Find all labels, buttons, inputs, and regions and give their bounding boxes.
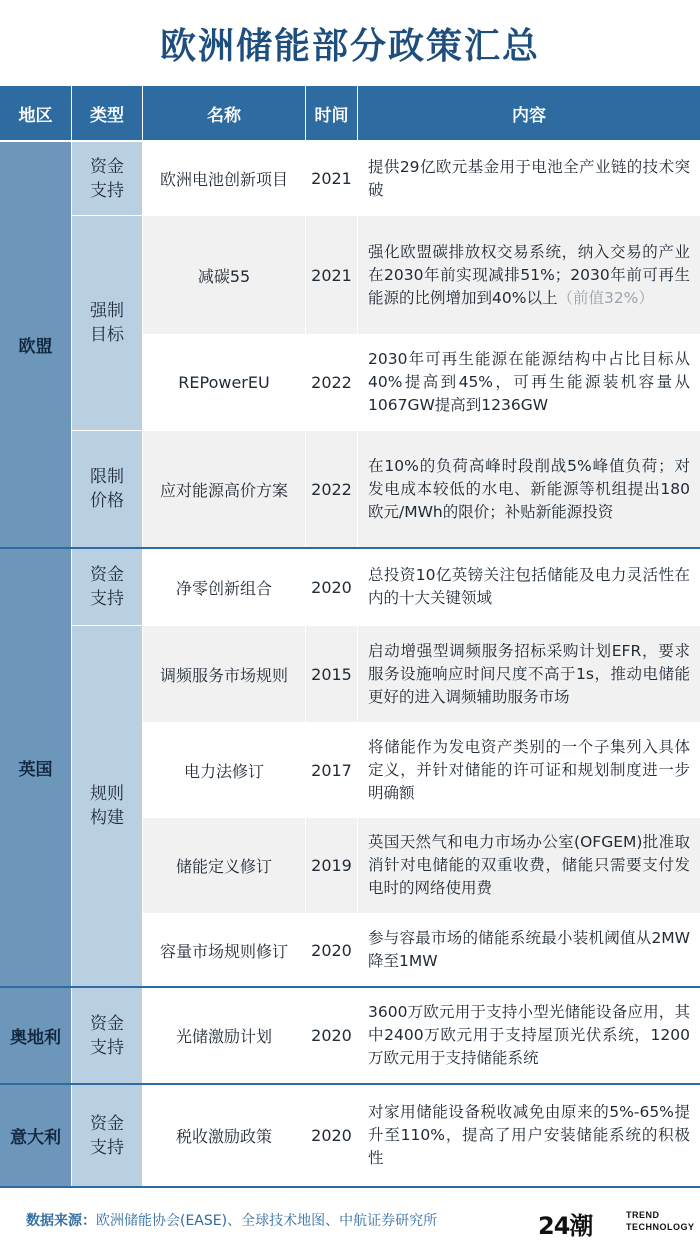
logo-line1: TREND: [626, 1210, 660, 1220]
row-name: 容量市场规则修订: [143, 914, 305, 986]
logo-mark: 24潮: [538, 1212, 593, 1240]
row-content: [358, 216, 700, 334]
source-label: 数据来源：: [26, 1213, 96, 1229]
row-name: 储能定义修订: [143, 818, 305, 913]
header-content: 内容: [358, 86, 700, 140]
row-year: 2022: [306, 335, 357, 430]
row-content: 3600万欧元用于支持小型光储能设备应用，其中2400万欧元用于支持屋顶光伏系统，1200万欧元用于支持储能系统: [358, 988, 700, 1083]
source-text: 欧洲储能协会(EASE)、全球技术地图、中航证券研究所: [96, 1213, 438, 1229]
row-year: 2020: [306, 914, 357, 986]
row-year: 2020: [306, 988, 357, 1083]
row-name: 欧洲电池创新项目: [143, 142, 305, 215]
row-name: REPowerEU: [143, 335, 305, 430]
row-name: 电力法修订: [143, 723, 305, 817]
header-time: 时间: [306, 86, 357, 140]
row-year: 2021: [306, 142, 357, 215]
row-name: 净零创新组合: [143, 549, 305, 625]
row-name: 光储激励计划: [143, 988, 305, 1083]
type-eu-funding: 资金支持: [72, 142, 142, 215]
row-content-text: 强化欧盟碳排放权交易系统，纳入交易的产业在2030年前实现减排51%；2030年前可再生能源的比例增加到40%以上: [368, 242, 690, 307]
type-eu-price: 限制价格: [72, 431, 142, 547]
data-source: [26, 1210, 437, 1230]
region-it: 意大利: [0, 1085, 71, 1186]
row-content: 对家用储能设备税收减免由原来的5%-65%提升至110%，提高了用户安装储能系统的积极性: [358, 1085, 700, 1186]
row-content: 总投资10亿英镑关注包括储能及电力灵活性在内的十大关键领域: [358, 549, 700, 625]
row-content: 英国天然气和电力市场办公室(OFGEM)批准取消针对电储能的双重收费，储能只需要支付发电时的网络使用费: [358, 818, 700, 913]
row-year: 2019: [306, 818, 357, 913]
row-year: 2020: [306, 1085, 357, 1186]
row-year: 2022: [306, 431, 357, 547]
type-at-funding: 资金支持: [72, 988, 142, 1083]
brand-logo: [538, 1204, 695, 1240]
row-year: 2015: [306, 626, 357, 722]
region-uk: 英国: [0, 549, 71, 986]
type-it-funding: 资金支持: [72, 1085, 142, 1186]
page-title: 欧洲储能部分政策汇总: [159, 25, 540, 67]
row-content: 参与容最市场的储能系统最小装机阈值从2MW降至1MW: [358, 914, 700, 986]
row-content-note: （前值32%）: [557, 288, 654, 307]
row-name: 税收激励政策: [143, 1085, 305, 1186]
logo-line2: TECHNOLOGY: [626, 1222, 695, 1232]
row-year: 2020: [306, 549, 357, 625]
row-name: 调频服务市场规则: [143, 626, 305, 722]
type-uk-rules: 规则构建: [72, 626, 142, 986]
row-year: 2021: [306, 216, 357, 334]
row-name: 应对能源高价方案: [143, 431, 305, 547]
row-year: 2017: [306, 723, 357, 817]
row-content: 提供29亿欧元基金用于电池全产业链的技术突破: [358, 142, 700, 215]
table-bottom-border: [0, 1186, 700, 1188]
footer: [0, 1190, 700, 1256]
row-content: 2030年可再生能源在能源结构中占比目标从40%提高到45%，可再生能源装机容量从1067GW提高到1236GW: [358, 335, 700, 430]
region-at: 奥地利: [0, 988, 71, 1083]
row-name: 减碳55: [143, 216, 305, 334]
header-name: 名称: [143, 86, 305, 140]
header-type: 类型: [72, 86, 142, 140]
header-region: 地区: [0, 86, 71, 140]
row-content: 将储能作为发电资产类别的一个子集列入具体定义，并针对储能的许可证和规划制度进一步明确额: [358, 723, 700, 817]
type-uk-funding: 资金支持: [72, 549, 142, 625]
type-eu-mandatory: 强制目标: [72, 216, 142, 430]
row-content: 在10%的负荷高峰时段削战5%峰值负荷；对发电成本较低的水电、新能源等机组提出180欧元/MWh的限价；补贴新能源投资: [358, 431, 700, 547]
group-divider: [0, 1083, 700, 1085]
group-divider: [0, 986, 700, 988]
region-eu: 欧盟: [0, 142, 71, 547]
group-divider: [0, 547, 700, 549]
row-content: 启动增强型调频服务招标采购计划EFR，要求服务设施响应时间尺度不高于1s，推动电储能更好的进入调频辅助服务市场: [358, 626, 700, 722]
